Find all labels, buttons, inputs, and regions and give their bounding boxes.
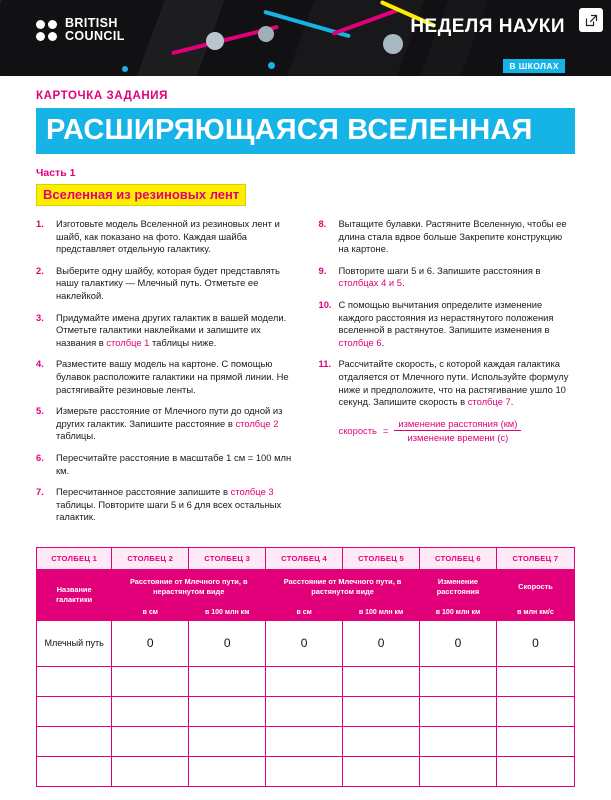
list-item — [36, 218, 293, 256]
step-number: 5. — [36, 405, 44, 417]
value-cell[interactable]: 0 — [112, 620, 189, 666]
step-number: 3. — [36, 311, 44, 323]
unit-header: в см — [112, 604, 189, 620]
instruction-columns — [36, 218, 575, 533]
value-cell[interactable]: 0 — [420, 620, 497, 666]
logo-dots-icon — [36, 20, 57, 41]
step-text: Разместите вашу модель на картоне. С помощью булавок расположите галактики на прямой линии. Не растягивайте резиновые ленты. — [56, 358, 289, 395]
unit-header: в млн км/с — [496, 604, 574, 620]
step-number: 11. — [318, 358, 332, 370]
value-cell[interactable] — [189, 726, 266, 756]
step-link[interactable]: столбце 1 — [106, 336, 150, 348]
table-units-row — [37, 604, 575, 620]
table-row — [37, 620, 575, 666]
campaign-title — [410, 16, 565, 74]
unit-header: в 100 млн км — [189, 604, 266, 620]
value-cell[interactable] — [266, 696, 343, 726]
value-cell[interactable] — [343, 726, 420, 756]
document-body — [0, 76, 611, 533]
table-row — [37, 726, 575, 756]
table-row — [37, 666, 575, 696]
column-header: СТОЛБЕЦ 3 — [189, 547, 266, 569]
column-header: СТОЛБЕЦ 7 — [496, 547, 574, 569]
value-cell[interactable] — [496, 756, 574, 786]
step-text: Изготовьте модель Вселенной из резиновых лент и шайб, как показано на фото. Каждая шайба представляет отдельную галактику. — [56, 218, 280, 255]
value-cell[interactable]: 0 — [343, 620, 420, 666]
list-item — [319, 358, 576, 408]
speed-formula — [339, 418, 576, 443]
group-header-change: Изменение расстояния — [420, 569, 497, 604]
column-header: СТОЛБЕЦ 1 — [37, 547, 112, 569]
list-item — [319, 299, 576, 349]
galaxy-name-cell[interactable] — [37, 666, 112, 696]
decor-washer — [206, 32, 224, 50]
unit-header: в 100 млн км — [343, 604, 420, 620]
group-header-name: Название галактики — [37, 569, 112, 620]
decor-dot — [268, 62, 275, 69]
value-cell[interactable] — [266, 756, 343, 786]
value-cell[interactable] — [266, 666, 343, 696]
group-header-speed: Скорость — [496, 569, 574, 604]
decor-washer — [383, 34, 403, 54]
page-kicker: КАРТОЧКА ЗАДАНИЯ — [36, 90, 168, 102]
table-row — [37, 756, 575, 786]
step-link[interactable]: столбце 3 — [230, 486, 274, 498]
galaxy-name-cell[interactable] — [37, 726, 112, 756]
step-number: 8. — [318, 218, 327, 229]
formula-label: скорость — [338, 424, 377, 436]
page-title: РАСШИРЯЮЩАЯСЯ ВСЕЛЕННАЯ — [36, 108, 575, 154]
step-link[interactable]: столбце 2 — [235, 417, 279, 429]
instructions-left-column — [36, 218, 293, 533]
step-number: 7. — [36, 486, 44, 498]
value-cell[interactable] — [266, 726, 343, 756]
table-header-row — [37, 547, 575, 569]
step-text: Измерьте расстояние от Млечного пути до одной из других галактик. Запишите расстояние в столбце 2 таблицы. — [56, 405, 283, 442]
column-header: СТОЛБЕЦ 4 — [266, 547, 343, 569]
part-label: Часть 1 — [36, 167, 76, 179]
list-item — [319, 265, 576, 290]
step-link[interactable]: столбце 7 — [467, 396, 511, 408]
column-header: СТОЛБЕЦ 2 — [112, 547, 189, 569]
formula-denominator: изменение времени (с) — [407, 431, 509, 443]
value-cell[interactable] — [189, 696, 266, 726]
value-cell[interactable] — [496, 726, 574, 756]
table — [36, 547, 575, 787]
value-cell[interactable]: 0 — [189, 620, 266, 666]
formula-numerator: изменение расстояния (км) — [394, 418, 521, 431]
value-cell[interactable] — [112, 696, 189, 726]
step-number: 4. — [36, 358, 44, 370]
value-cell[interactable] — [112, 666, 189, 696]
step-text: Повторите шаги 5 и 6. Запишите расстояния в столбцах 4 и 5. — [338, 264, 541, 289]
decor-washer — [258, 26, 274, 42]
list-item — [36, 486, 293, 524]
formula-fraction — [394, 418, 521, 443]
value-cell[interactable] — [420, 726, 497, 756]
value-cell[interactable] — [343, 666, 420, 696]
unit-header: в 100 млн км — [420, 604, 497, 620]
step-text: Вытащите булавки. Растяните Вселенную, чтобы ее длина стала вдвое больше Закрепите конструкцию на картоне. — [338, 218, 567, 255]
galaxy-name-cell[interactable]: Млечный путь — [37, 620, 112, 666]
column-header: СТОЛБЕЦ 5 — [343, 547, 420, 569]
value-cell[interactable] — [189, 756, 266, 786]
value-cell[interactable] — [496, 696, 574, 726]
value-cell[interactable] — [420, 666, 497, 696]
step-link[interactable]: столбце 6 — [338, 336, 382, 348]
value-cell[interactable]: 0 — [496, 620, 574, 666]
step-text: Рассчитайте скорость, с которой каждая галактика отдаляется от Млечного пути. Используйте формулу ниже и предположите, что на растягивание ушло 10 секунд. Запишите скорость в столбце 7. — [338, 358, 569, 408]
value-cell[interactable] — [420, 756, 497, 786]
group-header-stretched: Расстояние от Млечного пути, в растянутом виде — [266, 569, 420, 604]
galaxy-name-cell[interactable] — [37, 756, 112, 786]
section-title: Вселенная из резиновых лент — [36, 184, 246, 206]
list-item — [319, 218, 576, 256]
step-number: 6. — [36, 451, 44, 463]
step-text: Пересчитайте расстояние в масштабе 1 см = 100 млн км. — [56, 451, 292, 476]
list-item — [36, 312, 293, 350]
logo-text — [65, 17, 125, 43]
group-header-unstretched: Расстояние от Млечного пути, в нерастянутом виде — [112, 569, 266, 604]
step-text: Пересчитанное расстояние запишите в столбце 3 таблицы. Повторите шаги 5 и 6 для всех остальных галактик. — [56, 486, 282, 523]
value-cell[interactable] — [496, 666, 574, 696]
campaign-main-label: НЕДЕЛЯ НАУКИ — [410, 16, 565, 37]
value-cell[interactable]: 0 — [266, 620, 343, 666]
list-item — [36, 358, 293, 396]
decor-dot — [122, 66, 128, 72]
table-group-header-row — [37, 569, 575, 604]
galaxy-name-cell[interactable] — [37, 696, 112, 726]
step-number: 2. — [36, 264, 44, 276]
value-cell[interactable] — [189, 666, 266, 696]
value-cell[interactable] — [343, 756, 420, 786]
formula-equals: = — [382, 424, 389, 436]
step-number: 10. — [318, 298, 332, 310]
british-council-logo — [36, 17, 125, 43]
step-text: Придумайте имена других галактик в вашей модели. Отметьте галактики наклейками и запишите их названия в столбце 1 таблицы ниже. — [56, 311, 287, 348]
step-number: 1. — [36, 218, 44, 229]
unit-header: в см — [266, 604, 343, 620]
step-number: 9. — [318, 264, 327, 276]
logo-line-2: COUNCIL — [65, 29, 125, 43]
list-item — [36, 405, 293, 443]
step-link[interactable]: столбцах 4 и 5 — [338, 277, 402, 289]
value-cell[interactable] — [343, 696, 420, 726]
instructions-right-column — [319, 218, 576, 533]
step-text: Выберите одну шайбу, которая будет представлять нашу галактику — Млечный путь. Отметьте ее наклейкой. — [56, 264, 280, 301]
external-link-icon[interactable] — [579, 8, 603, 32]
list-item — [36, 452, 293, 477]
value-cell[interactable] — [112, 726, 189, 756]
page-header — [0, 0, 611, 76]
value-cell[interactable] — [112, 756, 189, 786]
value-cell[interactable] — [420, 696, 497, 726]
list-item — [36, 265, 293, 303]
step-text: С помощью вычитания определите изменение каждого расстояния из нерастянутого положения вселенной в растянутое. Запишите изменения в столбце 6. — [338, 298, 554, 348]
campaign-sub-label: В ШКОЛАХ — [503, 59, 565, 73]
column-header: СТОЛБЕЦ 6 — [420, 547, 497, 569]
logo-line-1: BRITISH — [65, 16, 118, 30]
measurements-table — [36, 547, 575, 787]
table-row — [37, 696, 575, 726]
